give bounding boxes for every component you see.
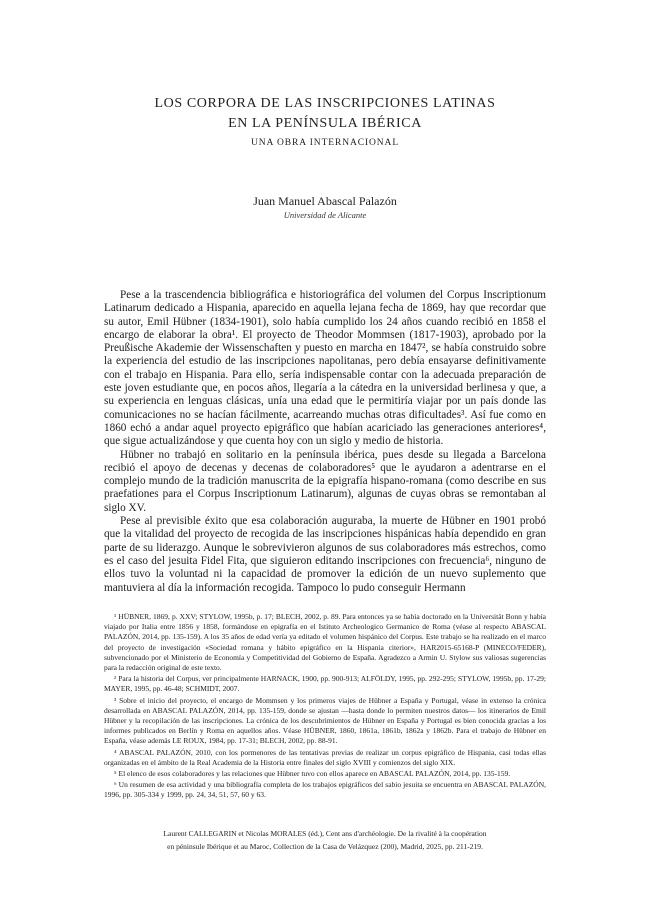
footnote: ¹ HÜBNER, 1869, p. XXV; STYLOW, 1995b, p. 17; BLECH, 2002, p. 89. Para entonces ya se había doctorado en la Universität Bonn y había viajado por Italia entre 1856 y 1858, formándose en epigrafía en el Istituto Archeologico Germanico de Roma (véase al respecto ABASCAL PALAZÓN, 2014, pp. 135-159). A los 35 años de edad vería ya editado el volumen hispánico del Corpus. Este trabajo se ha realizado en el marco del proyecto de investigación «Sociedad romana y hábito epigráfico en la Hispania citerior», HAR2015-65168-P (MINECO/FEDER), subvencionado por el Ministerio de Economía y Competitividad del Gobierno de España. Agradezco a Armin U. Stylow sus valiosas sugerencias para la redacción original de este texto. — [104, 612, 546, 673]
citation-footer — [104, 827, 546, 853]
footnote: ⁴ ABASCAL PALAZÓN, 2010, con los pormenores de las tentativas previas de realizar un corpus epigráfico de Hispania, casi todas ellas organizadas en el ámbito de la Real Academia de la Historia entre finales del siglo XVIII y comienzos del siglo XIX. — [104, 747, 546, 767]
citation-line-2: en péninsule Ibérique et au Maroc, Collection de la Casa de Velázquez (200), Madrid, 2025, pp. 211-219. — [167, 842, 483, 851]
body-paragraph: Pese a la trascendencia bibliográfica e historiográfica del volumen del Corpus Inscriptionum Latinarum dedicado a Hispania, aparecido en aquella lejana fecha de 1869, hay que recordar que su autor, Emil Hübner (1834-1901), solo había cumplido los 24 años cuando recibió en 1858 el encargo de elaborar la obra¹. El proyecto de Theodor Mommsen (1817-1903), aprobado por la Preußische Akademie der Wissenschaften y puesto en marcha en 1847², se había construido sobre la experiencia del estudio de las inscripciones napolitanas, pero debía ensayarse definitivamente con el trabajo en Hispania. Para ello, sería indispensable contar con la adecuada preparación de este joven estudiante que, en pocos años, llegaría a la cátedra en la universidad berlinesa y que, a su experiencia en lenguas clásicas, unía una edad que le permitiría viajar por un país donde las comunicaciones no se hacían fácilmente, acarreando muchas otras dificultades³. Así fue como en 1860 echó a andar aquel proyecto epigráfico que habían acariciado las generaciones anteriores⁴, que sigue actualizándose y que cuenta hoy con un siglo y medio de historia. — [104, 289, 546, 448]
article-subtitle: UNA OBRA INTERNACIONAL — [250, 138, 400, 148]
body-paragraph: Hübner no trabajó en solitario en la península ibérica, pues desde su llegada a Barcelona recibió el apoyo de decenas y decenas de colaboradores⁵ que le ayudaron a adentrarse en el complejo mundo de la tradición manuscrita de la epigrafía hispano-romana (como describe en sus praefationes para el Corpus Inscriptionum Latinarum), algunas de cuyas obras se remontaban al siglo XV. — [104, 448, 546, 514]
body-text — [104, 289, 546, 595]
article-title-line-2: EN LA PENÍNSULA IBÉRICA — [228, 116, 422, 131]
footnote: ² Para la historia del Corpus, ver principalmente HARNACK, 1900, pp. 900-913; ALFÖLDY, 1995, pp. 292-295; STYLOW, 1995b, pp. 17-29; MAYER, 1995, pp. 46-48; SCHMIDT, 2007. — [104, 674, 546, 694]
body-paragraph: Pese al previsible éxito que esa colaboración auguraba, la muerte de Hübner en 1901 probó que la vitalidad del proyecto de recogida de las inscripciones hispánicas había dependido en gran parte de su liderazgo. Aunque le sobrevivieron algunos de sus colaboradores más estrechos, como es el caso del jesuita Fidel Fita, que siguieron editando inscripciones con frecuencia⁶, ninguno de ellos tuvo la voluntad ni la capacidad de promover la edición de un nuevo suplemento que mantuviera al día la información recogida. Tampoco lo pudo conseguir Hermann — [104, 515, 546, 594]
footnotes — [104, 612, 546, 802]
footnote: ⁵ El elenco de esos colaboradores y las relaciones que Hübner tuvo con ellos aparece en ABASCAL PALAZÓN, 2014, pp. 135-159. — [114, 769, 511, 779]
author-name: Juan Manuel Abascal Palazón — [253, 194, 397, 208]
footnote: ⁶ Un resumen de esa actividad y una bibliografía completa de los trabajos epigráficos del sabio jesuita se encuentra en ABASCAL PALAZÓN, 1996, pp. 305-334 y 1999, pp. 24, 34, 51, 57, 60 y 63. — [104, 780, 546, 800]
citation-line-1: Laurent CALLEGARIN et Nicolas MORALES (éd.), Cent ans d'archéologie. De la rivalité à la coopération — [163, 829, 487, 838]
author-affiliation: Universidad de Alicante — [283, 210, 367, 220]
footnote: ³ Sobre el inicio del proyecto, el encargo de Mommsen y los primeros viajes de Hübner a España y Portugal, véase in extenso la crónica desarrollada en ABASCAL PALAZÓN, 2014, pp. 135-159, donde se ajustan —hasta donde lo permiten nuestros datos— los itinerarios de Emil Hübner y la recopilación de las inscripciones. La crónica de los descubrimientos de Hübner en España y Portugal es bien conocida gracias a los informes publicados en Berlín y Roma en aquellos años. Véase HÜBNER, 1860, 1861a, 1861b, 1862a y 1862b. Para el trabajo de Hübner en España, véase además LE ROUX, 1984, pp. 17-31; BLECH, 2002, pp. 88-91. — [104, 695, 546, 746]
article-title-line-1: LOS CORPORA DE LAS INSCRIPCIONES LATINAS — [154, 96, 496, 111]
